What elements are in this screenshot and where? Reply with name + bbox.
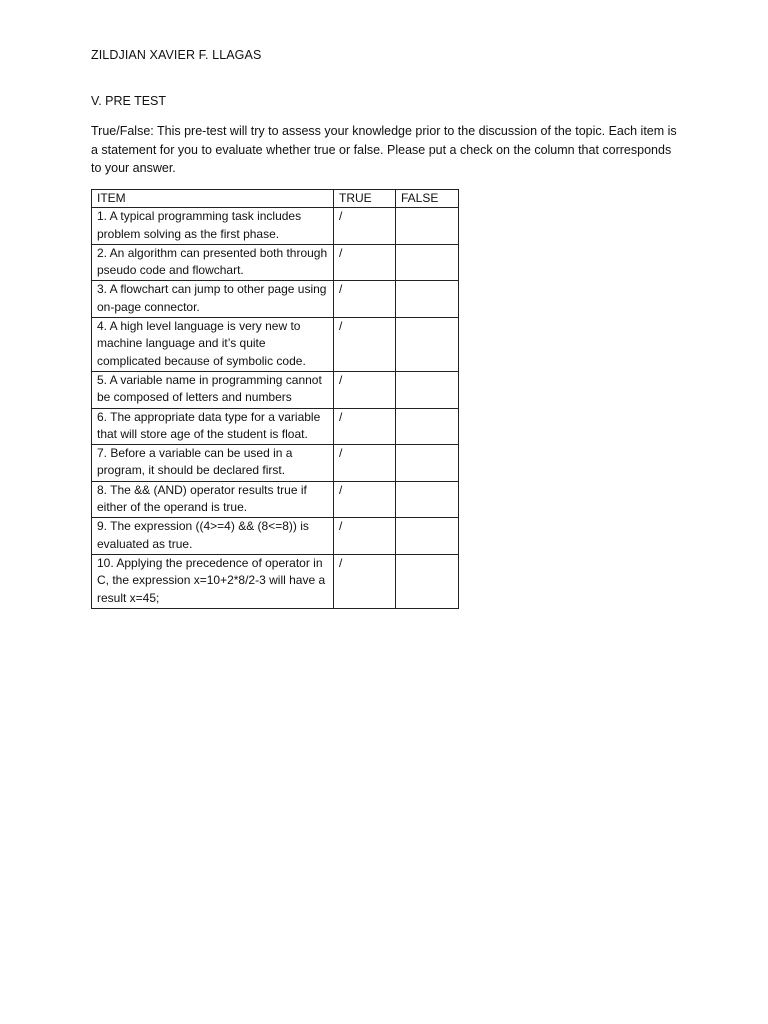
- false-check-cell[interactable]: [396, 371, 459, 408]
- true-check-cell[interactable]: /: [334, 445, 396, 482]
- true-check-cell[interactable]: /: [334, 554, 396, 608]
- table-row: [92, 408, 459, 445]
- header-true: TRUE: [334, 190, 396, 208]
- false-check-cell[interactable]: [396, 481, 459, 518]
- item-statement: 10. Applying the precedence of operator in C, the expression x=10+2*8/2-3 will have a result x=45;: [92, 554, 334, 608]
- false-check-cell[interactable]: [396, 208, 459, 245]
- table-row: [92, 481, 459, 518]
- item-statement: 6. The appropriate data type for a variable that will store age of the student is float.: [92, 408, 334, 445]
- header-false: FALSE: [396, 190, 459, 208]
- pretest-table: [91, 189, 459, 609]
- false-check-cell[interactable]: [396, 318, 459, 372]
- table-row: [92, 518, 459, 555]
- header-item: ITEM: [92, 190, 334, 208]
- true-check-cell[interactable]: /: [334, 371, 396, 408]
- item-statement: 1. A typical programming task includes problem solving as the first phase.: [92, 208, 334, 245]
- true-check-cell[interactable]: /: [334, 408, 396, 445]
- item-statement: 3. A flowchart can jump to other page using on-page connector.: [92, 281, 334, 318]
- table-row: [92, 208, 459, 245]
- item-statement: 7. Before a variable can be used in a program, it should be declared first.: [92, 445, 334, 482]
- section-title: V. PRE TEST: [91, 94, 167, 108]
- false-check-cell[interactable]: [396, 554, 459, 608]
- true-check-cell[interactable]: /: [334, 318, 396, 372]
- table-header-row: [92, 190, 459, 208]
- table-row: [92, 445, 459, 482]
- table-row: [92, 318, 459, 372]
- table-row: [92, 554, 459, 608]
- item-statement: 5. A variable name in programming cannot be composed of letters and numbers: [92, 371, 334, 408]
- true-check-cell[interactable]: /: [334, 518, 396, 555]
- item-statement: 2. An algorithm can presented both through pseudo code and flowchart.: [92, 244, 334, 281]
- false-check-cell[interactable]: [396, 445, 459, 482]
- instructions-text: True/False: This pre-test will try to assess your knowledge prior to the discussion of the topic. Each item is a statement for you to evaluate whether true or false. Please put a check on the column that corresponds to your answer.: [91, 124, 677, 175]
- item-statement: 9. The expression ((4>=4) && (8<=8)) is evaluated as true.: [92, 518, 334, 555]
- true-check-cell[interactable]: /: [334, 481, 396, 518]
- false-check-cell[interactable]: [396, 244, 459, 281]
- table-row: [92, 281, 459, 318]
- false-check-cell[interactable]: [396, 518, 459, 555]
- true-check-cell[interactable]: /: [334, 208, 396, 245]
- table-row: [92, 371, 459, 408]
- true-check-cell[interactable]: /: [334, 244, 396, 281]
- author-name: ZILDJIAN XAVIER F. LLAGAS: [91, 48, 262, 62]
- false-check-cell[interactable]: [396, 281, 459, 318]
- item-statement: 8. The && (AND) operator results true if either of the operand is true.: [92, 481, 334, 518]
- item-statement: 4. A high level language is very new to machine language and it’s quite complicated because of symbolic code.: [92, 318, 334, 372]
- true-check-cell[interactable]: /: [334, 281, 396, 318]
- table-row: [92, 244, 459, 281]
- false-check-cell[interactable]: [396, 408, 459, 445]
